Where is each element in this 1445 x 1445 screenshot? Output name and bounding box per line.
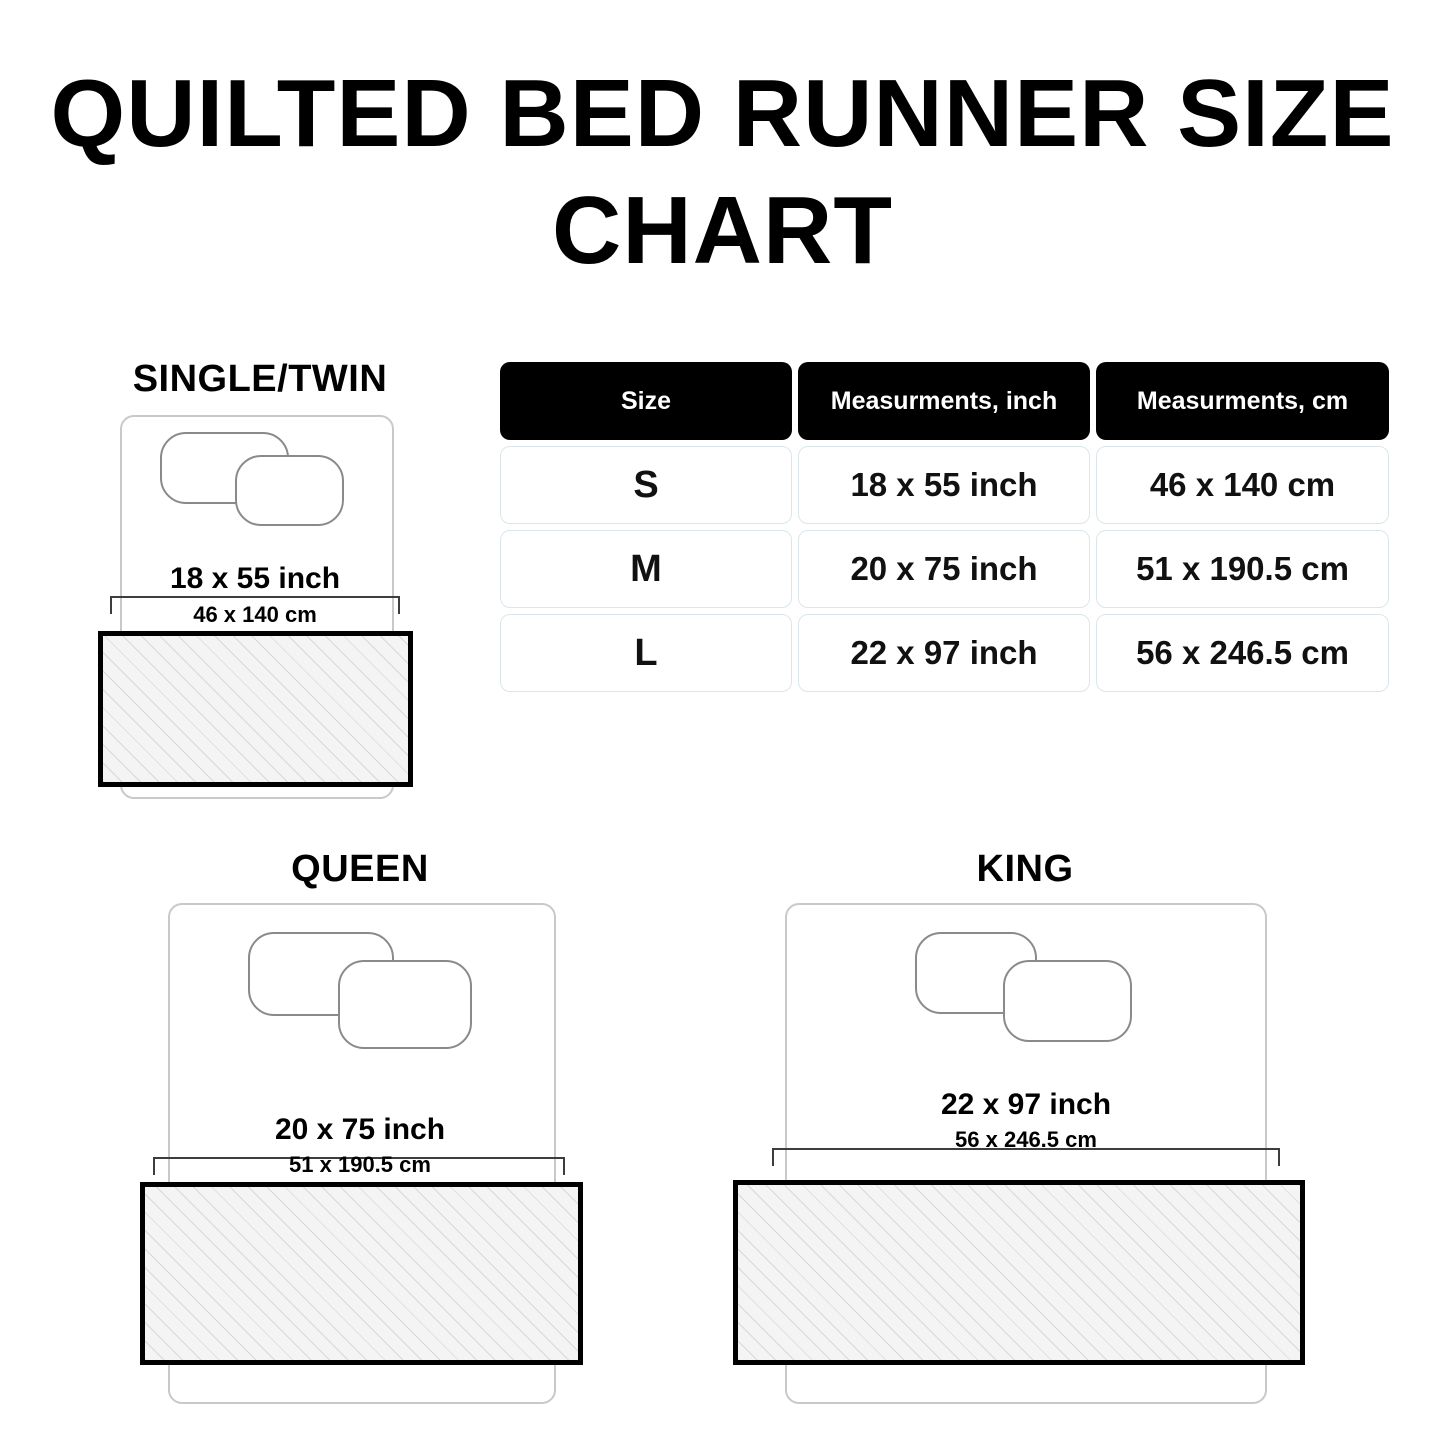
size-chart-table bbox=[500, 362, 1395, 698]
pillow-front-queen bbox=[338, 960, 472, 1049]
dimension-inch-single-twin: 18 x 55 inch bbox=[169, 562, 341, 595]
table-header-inch: Measurments, inch bbox=[798, 362, 1090, 440]
cell-cm: 51 x 190.5 cm bbox=[1096, 530, 1389, 608]
cell-inch: 18 x 55 inch bbox=[798, 446, 1090, 524]
cell-size: M bbox=[500, 530, 792, 608]
page-title: QUILTED BED RUNNER SIZE CHART bbox=[50, 60, 1395, 285]
bed-label-single-twin: SINGLE/TWIN bbox=[132, 358, 388, 400]
table-row bbox=[500, 614, 1395, 692]
table-header-cm: Measurments, cm bbox=[1096, 362, 1389, 440]
dimension-inch-queen: 20 x 75 inch bbox=[274, 1113, 446, 1146]
cell-cm: 56 x 246.5 cm bbox=[1096, 614, 1389, 692]
bed-runner-king bbox=[733, 1180, 1305, 1365]
table-header-size: Size bbox=[500, 362, 792, 440]
bed-runner-single-twin bbox=[98, 631, 413, 787]
dimension-cm-queen: 51 x 190.5 cm bbox=[289, 1152, 431, 1177]
table-row bbox=[500, 446, 1395, 524]
bed-label-king: KING bbox=[976, 848, 1074, 890]
bed-label-queen: QUEEN bbox=[291, 848, 429, 890]
cell-cm: 46 x 140 cm bbox=[1096, 446, 1389, 524]
cell-inch: 22 x 97 inch bbox=[798, 614, 1090, 692]
cell-size: S bbox=[500, 446, 792, 524]
pillow-front-single-twin bbox=[235, 455, 344, 526]
bed-runner-queen bbox=[140, 1182, 583, 1365]
pillow-front-king bbox=[1003, 960, 1132, 1042]
dimension-inch-king: 22 x 97 inch bbox=[940, 1088, 1112, 1121]
cell-inch: 20 x 75 inch bbox=[798, 530, 1090, 608]
table-row bbox=[500, 530, 1395, 608]
dimension-cm-king: 56 x 246.5 cm bbox=[955, 1127, 1097, 1152]
cell-size: L bbox=[500, 614, 792, 692]
table-header-row bbox=[500, 362, 1395, 440]
dimension-cm-single-twin: 46 x 140 cm bbox=[193, 602, 317, 627]
